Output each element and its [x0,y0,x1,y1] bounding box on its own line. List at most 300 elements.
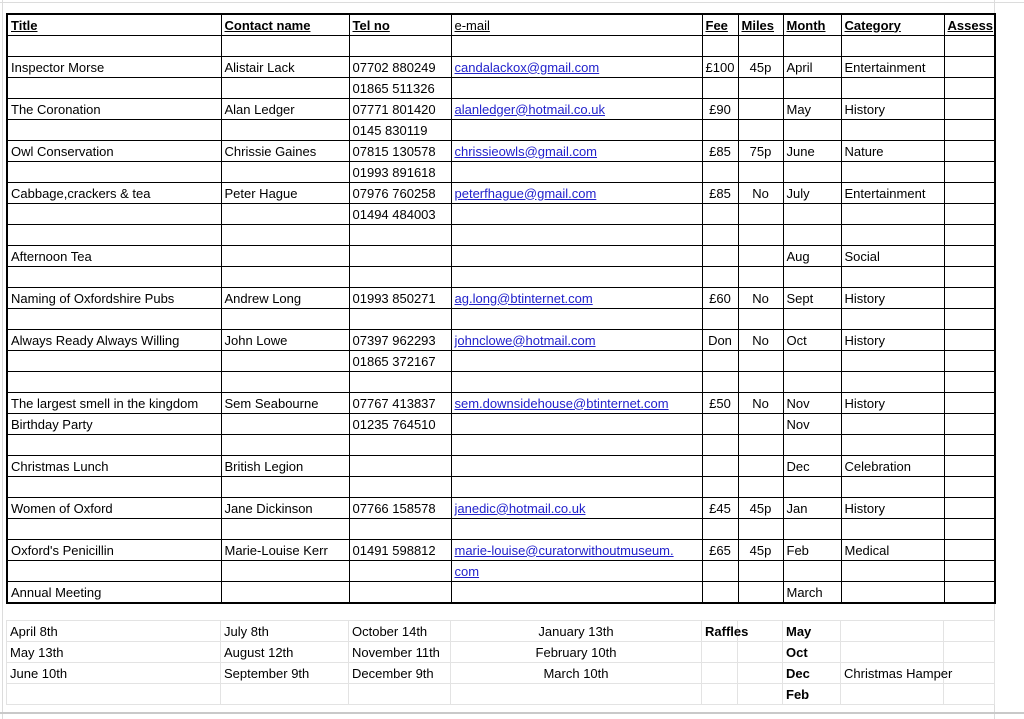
cell-r15-c0: Always Ready Always Willing [7,330,221,351]
cell-r13-c4: £60 [702,288,738,309]
schedule-cell-r2-c4 [702,642,738,663]
column-header-e-mail: e-mail [451,14,702,36]
cell-r3-c4 [702,78,738,99]
cell-r2-c5: 45p [738,57,783,78]
header-row [7,14,995,36]
table-row [7,288,995,309]
sheet-gridline-left [2,0,3,719]
cell-r6-c1: Chrissie Gaines [221,141,349,162]
cell-r21-c3 [451,456,702,477]
schedule-row [7,621,995,642]
cell-r19-c7 [841,414,944,435]
cell-r4-c6: May [783,99,841,120]
cell-r8-c4: £85 [702,183,738,204]
table-row [7,519,995,540]
cell-r12-c5 [738,267,783,288]
cell-r10-c1 [221,225,349,246]
cell-r5-c0 [7,120,221,141]
table-row [7,204,995,225]
cell-r16-c8 [944,351,995,372]
cell-r16-c4 [702,351,738,372]
cell-r23-c5: 45p [738,498,783,519]
cell-r20-c8 [944,435,995,456]
cell-r15-c1: John Lowe [221,330,349,351]
cell-r8-c1: Peter Hague [221,183,349,204]
column-header-Category: Category [841,14,944,36]
sheet-gridline-top [0,2,1024,3]
schedule-cell-r1-c8 [944,621,995,642]
cell-r20-c1 [221,435,349,456]
cell-r13-c1: Andrew Long [221,288,349,309]
cell-r8-c8 [944,183,995,204]
cell-r6-c5: 75p [738,141,783,162]
schedule-table [6,620,995,705]
cell-r20-c5 [738,435,783,456]
schedule-cell-r3-c2: December 9th [349,663,451,684]
cell-r2-c7: Entertainment [841,57,944,78]
cell-r18-c1: Sem Seabourne [221,393,349,414]
schedule-cell-r4-c3 [451,684,702,705]
cell-r23-c0: Women of Oxford [7,498,221,519]
email-link[interactable]: sem.downsidehouse@btinternet.com [451,393,702,414]
schedule-cell-r2-c1: August 12th [221,642,349,663]
cell-r14-c7 [841,309,944,330]
cell-r22-c5 [738,477,783,498]
schedule-cell-r2-c5 [738,642,783,663]
cell-r12-c2 [349,267,451,288]
cell-r10-c6 [783,225,841,246]
cell-r6-c7: Nature [841,141,944,162]
cell-r1-c4 [702,36,738,57]
cell-r1-c1 [221,36,349,57]
cell-r6-c2: 07815 130578 [349,141,451,162]
schedule-cell-r2-c8 [944,642,995,663]
cell-r23-c6: Jan [783,498,841,519]
cell-r21-c6: Dec [783,456,841,477]
cell-r16-c3 [451,351,702,372]
cell-r12-c6 [783,267,841,288]
cell-r16-c2: 01865 372167 [349,351,451,372]
column-header-Month: Month [783,14,841,36]
schedule-cell-r3-c5 [738,663,783,684]
table-row [7,141,995,162]
cell-r9-c3 [451,204,702,225]
cell-r11-c0: Afternoon Tea [7,246,221,267]
cell-r2-c4: £100 [702,57,738,78]
cell-r12-c3 [451,267,702,288]
schedule-cell-r4-c4 [702,684,738,705]
sheet-gridline-bottom [0,712,1024,714]
cell-r5-c7 [841,120,944,141]
cell-r24-c3 [451,519,702,540]
cell-r6-c8 [944,141,995,162]
email-link[interactable]: chrissieowls@gmail.com [451,141,702,162]
cell-r26-c2 [349,561,451,582]
cell-r27-c2 [349,582,451,604]
cell-r4-c0: The Coronation [7,99,221,120]
email-link[interactable]: peterfhague@gmail.com [451,183,702,204]
cell-r4-c7: History [841,99,944,120]
cell-r26-c4 [702,561,738,582]
cell-r15-c4: Don [702,330,738,351]
table-row [7,351,995,372]
cell-r9-c1 [221,204,349,225]
cell-r17-c3 [451,372,702,393]
cell-r13-c7: History [841,288,944,309]
schedule-cell-r1-c6: May [783,621,841,642]
cell-r22-c0 [7,477,221,498]
cell-r22-c7 [841,477,944,498]
cell-r14-c2 [349,309,451,330]
cell-r10-c2 [349,225,451,246]
cell-r21-c8 [944,456,995,477]
cell-r15-c7: History [841,330,944,351]
cell-r27-c0: Annual Meeting [7,582,221,604]
cell-r16-c5 [738,351,783,372]
cell-r19-c2: 01235 764510 [349,414,451,435]
table-row [7,414,995,435]
cell-r14-c6 [783,309,841,330]
cell-r5-c6 [783,120,841,141]
cell-r7-c3 [451,162,702,183]
schedule-table-body [7,621,995,705]
cell-r26-c6 [783,561,841,582]
schedule-cell-r2-c2: November 11th [349,642,451,663]
schedule-cell-r3-c6: Dec [783,663,841,684]
table-row [7,120,995,141]
cell-r20-c6 [783,435,841,456]
email-link[interactable]: candalackox@gmail.com [451,57,702,78]
email-link[interactable]: alanledger@hotmail.co.uk [451,99,702,120]
email-link[interactable]: com [451,561,702,582]
main-table-body [7,36,995,604]
cell-r21-c5 [738,456,783,477]
cell-r2-c6: April [783,57,841,78]
cell-r18-c5: No [738,393,783,414]
cell-r7-c7 [841,162,944,183]
cell-r7-c5 [738,162,783,183]
cell-r12-c0 [7,267,221,288]
cell-r8-c0: Cabbage,crackers & tea [7,183,221,204]
cell-r17-c2 [349,372,451,393]
cell-r17-c4 [702,372,738,393]
cell-r2-c1: Alistair Lack [221,57,349,78]
cell-r9-c0 [7,204,221,225]
cell-r3-c6 [783,78,841,99]
column-header-Contact name: Contact name [221,14,349,36]
cell-r18-c4: £50 [702,393,738,414]
cell-r11-c4 [702,246,738,267]
cell-r2-c2: 07702 880249 [349,57,451,78]
cell-r6-c6: June [783,141,841,162]
cell-r6-c0: Owl Conservation [7,141,221,162]
table-row [7,99,995,120]
schedule-cell-r4-c8 [944,684,995,705]
email-link[interactable]: janedic@hotmail.co.uk [451,498,702,519]
cell-r21-c7: Celebration [841,456,944,477]
cell-r1-c0 [7,36,221,57]
cell-r5-c4 [702,120,738,141]
column-header-Miles: Miles [738,14,783,36]
cell-r25-c4: £65 [702,540,738,561]
cell-r1-c5 [738,36,783,57]
speakers-table [6,13,996,604]
column-header-Title: Title [7,14,221,36]
cell-r8-c2: 07976 760258 [349,183,451,204]
cell-r9-c2: 01494 484003 [349,204,451,225]
cell-r13-c0: Naming of Oxfordshire Pubs [7,288,221,309]
cell-r3-c8 [944,78,995,99]
table-row [7,78,995,99]
cell-r24-c2 [349,519,451,540]
cell-r19-c8 [944,414,995,435]
cell-r19-c4 [702,414,738,435]
schedule-cell-r2-c7 [841,642,944,663]
cell-r25-c8 [944,540,995,561]
schedule-cell-r1-c4: Raffles [702,621,738,642]
cell-r4-c8 [944,99,995,120]
cell-r13-c8 [944,288,995,309]
cell-r10-c0 [7,225,221,246]
cell-r22-c6 [783,477,841,498]
cell-r24-c0 [7,519,221,540]
cell-r11-c7: Social [841,246,944,267]
table-row [7,162,995,183]
table-row [7,36,995,57]
schedule-cell-r2-c6: Oct [783,642,841,663]
cell-r7-c4 [702,162,738,183]
cell-r21-c2 [349,456,451,477]
table-row [7,309,995,330]
cell-r27-c1 [221,582,349,604]
cell-r5-c8 [944,120,995,141]
cell-r21-c1: British Legion [221,456,349,477]
cell-r10-c5 [738,225,783,246]
cell-r19-c1 [221,414,349,435]
cell-r11-c1 [221,246,349,267]
cell-r14-c8 [944,309,995,330]
table-row [7,561,995,582]
cell-r23-c4: £45 [702,498,738,519]
cell-r16-c7 [841,351,944,372]
schedule-cell-r4-c6: Feb [783,684,841,705]
schedule-cell-r3-c7: Christmas Hamper [841,663,944,684]
cell-r1-c7 [841,36,944,57]
cell-r9-c5 [738,204,783,225]
cell-r18-c2: 07767 413837 [349,393,451,414]
cell-r5-c5 [738,120,783,141]
cell-r17-c1 [221,372,349,393]
schedule-cell-r4-c0 [7,684,221,705]
cell-r3-c5 [738,78,783,99]
cell-r1-c8 [944,36,995,57]
column-header-Fee: Fee [702,14,738,36]
cell-r5-c1 [221,120,349,141]
cell-r20-c4 [702,435,738,456]
cell-r26-c7 [841,561,944,582]
cell-r21-c0: Christmas Lunch [7,456,221,477]
cell-r1-c6 [783,36,841,57]
cell-r17-c8 [944,372,995,393]
cell-r13-c2: 01993 850271 [349,288,451,309]
cell-r4-c4: £90 [702,99,738,120]
cell-r18-c7: History [841,393,944,414]
cell-r25-c1: Marie-Louise Kerr [221,540,349,561]
cell-r3-c7 [841,78,944,99]
email-link[interactable]: marie-louise@curatorwithoutmuseum. [451,540,702,561]
table-row [7,57,995,78]
cell-r22-c8 [944,477,995,498]
cell-r25-c5: 45p [738,540,783,561]
cell-r23-c2: 07766 158578 [349,498,451,519]
cell-r25-c0: Oxford's Penicillin [7,540,221,561]
schedule-cell-r3-c3: March 10th [451,663,702,684]
cell-r7-c2: 01993 891618 [349,162,451,183]
table-row [7,330,995,351]
cell-r8-c5: No [738,183,783,204]
cell-r24-c7 [841,519,944,540]
cell-r22-c2 [349,477,451,498]
schedule-cell-r4-c2 [349,684,451,705]
cell-r27-c4 [702,582,738,604]
cell-r16-c6 [783,351,841,372]
email-link[interactable]: johnclowe@hotmail.com [451,330,702,351]
schedule-cell-r3-c4 [702,663,738,684]
schedule-cell-r3-c0: June 10th [7,663,221,684]
cell-r25-c2: 01491 598812 [349,540,451,561]
schedule-cell-r1-c7 [841,621,944,642]
cell-r15-c2: 07397 962293 [349,330,451,351]
table-row [7,435,995,456]
cell-r4-c5 [738,99,783,120]
cell-r24-c6 [783,519,841,540]
cell-r24-c5 [738,519,783,540]
table-row [7,267,995,288]
table-row [7,477,995,498]
cell-r16-c0 [7,351,221,372]
schedule-cell-r2-c3: February 10th [451,642,702,663]
cell-r23-c1: Jane Dickinson [221,498,349,519]
table-row [7,372,995,393]
cell-r25-c7: Medical [841,540,944,561]
cell-r20-c3 [451,435,702,456]
cell-r20-c0 [7,435,221,456]
cell-r22-c3 [451,477,702,498]
schedule-cell-r4-c7 [841,684,944,705]
cell-r9-c8 [944,204,995,225]
cell-r24-c8 [944,519,995,540]
cell-r27-c7 [841,582,944,604]
cell-r1-c2 [349,36,451,57]
table-row [7,225,995,246]
cell-r12-c7 [841,267,944,288]
cell-r15-c5: No [738,330,783,351]
cell-r4-c2: 07771 801420 [349,99,451,120]
cell-r27-c3 [451,582,702,604]
schedule-row [7,642,995,663]
cell-r7-c6 [783,162,841,183]
cell-r14-c3 [451,309,702,330]
cell-r1-c3 [451,36,702,57]
cell-r14-c0 [7,309,221,330]
cell-r18-c0: The largest smell in the kingdom [7,393,221,414]
cell-r14-c4 [702,309,738,330]
cell-r14-c1 [221,309,349,330]
schedule-cell-r4-c1 [221,684,349,705]
cell-r20-c2 [349,435,451,456]
cell-r9-c6 [783,204,841,225]
cell-r3-c2: 01865 511326 [349,78,451,99]
cell-r12-c4 [702,267,738,288]
cell-r8-c7: Entertainment [841,183,944,204]
table-row [7,456,995,477]
cell-r8-c6: July [783,183,841,204]
schedule-cell-r1-c0: April 8th [7,621,221,642]
cell-r19-c5 [738,414,783,435]
schedule-row [7,684,995,705]
table-row [7,183,995,204]
table-row [7,582,995,604]
cell-r17-c5 [738,372,783,393]
cell-r16-c1 [221,351,349,372]
cell-r22-c1 [221,477,349,498]
cell-r20-c7 [841,435,944,456]
cell-r15-c6: Oct [783,330,841,351]
cell-r25-c6: Feb [783,540,841,561]
cell-r10-c7 [841,225,944,246]
cell-r26-c0 [7,561,221,582]
cell-r24-c1 [221,519,349,540]
cell-r3-c0 [7,78,221,99]
cell-r27-c5 [738,582,783,604]
cell-r19-c6: Nov [783,414,841,435]
cell-r27-c6: March [783,582,841,604]
cell-r11-c8 [944,246,995,267]
cell-r26-c1 [221,561,349,582]
cell-r13-c5: No [738,288,783,309]
cell-r23-c8 [944,498,995,519]
schedule-cell-r1-c2: October 14th [349,621,451,642]
table-row [7,540,995,561]
table-row [7,498,995,519]
cell-r12-c1 [221,267,349,288]
cell-r18-c8 [944,393,995,414]
cell-r14-c5 [738,309,783,330]
cell-r7-c0 [7,162,221,183]
cell-r18-c6: Nov [783,393,841,414]
cell-r2-c0: Inspector Morse [7,57,221,78]
schedule-cell-r2-c0: May 13th [7,642,221,663]
cell-r5-c3 [451,120,702,141]
schedule-cell-r1-c1: July 8th [221,621,349,642]
cell-r9-c7 [841,204,944,225]
table-row [7,246,995,267]
cell-r6-c4: £85 [702,141,738,162]
cell-r4-c1: Alan Ledger [221,99,349,120]
cell-r3-c1 [221,78,349,99]
cell-r5-c2: 0145 830119 [349,120,451,141]
cell-r19-c3 [451,414,702,435]
cell-r9-c4 [702,204,738,225]
cell-r21-c4 [702,456,738,477]
email-link[interactable]: ag.long@btinternet.com [451,288,702,309]
cell-r22-c4 [702,477,738,498]
schedule-cell-r1-c3: January 13th [451,621,702,642]
cell-r15-c8 [944,330,995,351]
schedule-cell-r4-c5 [738,684,783,705]
cell-r11-c2 [349,246,451,267]
cell-r23-c7: History [841,498,944,519]
